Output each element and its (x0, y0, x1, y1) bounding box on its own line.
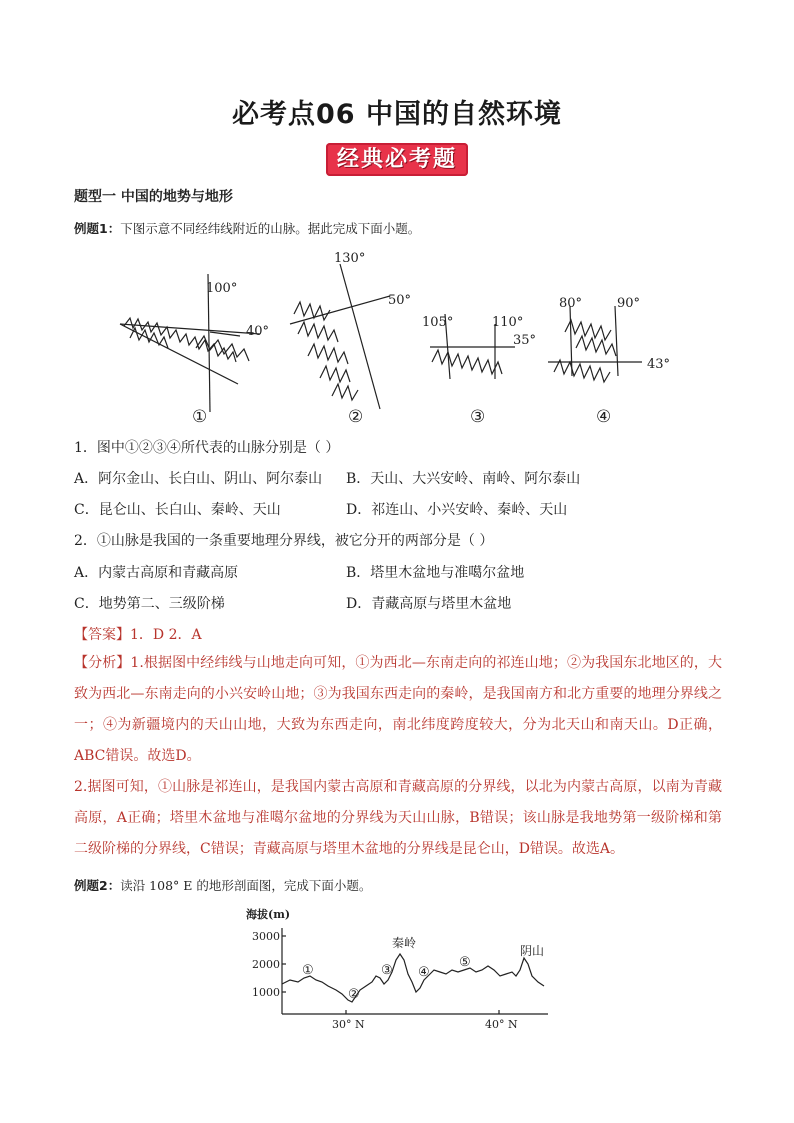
profile-marker-2: ② (348, 987, 360, 1002)
m2-lon: 130° (334, 251, 366, 266)
section-heading: 题型一 中国的地势与地形 (74, 189, 233, 205)
profile-ytick-2000: 2000 (252, 958, 280, 971)
profile-ytick-1000: 1000 (252, 986, 280, 999)
q2-option-d: D．青藏高原与塔里木盆地 (346, 596, 512, 612)
profile-marker-3: ③ (381, 963, 393, 978)
q1-option-a: A．阿尔金山、长白山、阴山、阿尔泰山 (74, 471, 323, 487)
profile-terrain-line (282, 954, 544, 1002)
m4-number: ④ (596, 407, 612, 427)
classic-question-badge (326, 143, 468, 176)
m3-lat: 35° (513, 333, 537, 348)
m4-lat: 43° (647, 357, 670, 372)
q1-option-d: D．祁连山、小兴安岭、秦岭、天山 (346, 502, 568, 518)
q2-option-b: B．塔里木盆地与准噶尔盆地 (346, 565, 525, 581)
profile-xtick-30n: 30° N (332, 1018, 365, 1031)
m1-lat: 40° (246, 324, 270, 339)
q2-option-c: C．地势第二、三级阶梯 (74, 596, 225, 612)
example1-label: 例题1： (74, 221, 121, 236)
mountain-range-4 (548, 306, 642, 382)
mountain-range-2 (290, 264, 390, 409)
m3-lon2: 110° (492, 315, 524, 330)
m4-lon1: 80° (559, 296, 583, 311)
m4-lon2: 90° (617, 296, 641, 311)
example1-text: 下图示意不同经纬线附近的山脉。据此完成下面小题。 (120, 221, 421, 236)
terrain-profile-figure (240, 900, 560, 1035)
profile-marker-4: ④ (418, 965, 430, 980)
profile-xtick-40n: 40° N (485, 1018, 518, 1031)
profile-ylabel: 海拔(m) (246, 908, 291, 921)
analysis-paragraph-2: 2.据图可知，①山脉是祁连山，是我国内蒙古高原和青藏高原的分界线，以北为内蒙古高原，以南为青藏高原，A正确；塔里木盆地与准噶尔盆地的分界线为天山山脉，B错误；该山脉是我地势第一级阶梯和第二级阶梯的分界线，C错误；青藏高原与塔里木盆地的分界线是昆仑山，D错误。故选A。 (74, 779, 722, 857)
profile-peak-qinling: 秦岭 (392, 936, 417, 950)
m1-lon: 100° (206, 281, 238, 296)
m2-number: ② (348, 407, 364, 427)
q2-stem: 2．①山脉是我国的一条重要地理分界线，被它分开的两部分是（ ） (74, 533, 494, 549)
answer-line: 【答案】1．D 2．A (74, 627, 202, 643)
profile-marker-5: ⑤ (459, 955, 471, 970)
m3-number: ③ (470, 407, 486, 427)
mountain-ranges-figure (110, 244, 670, 429)
page-title: 必考点06 中国的自然环境 (232, 99, 562, 130)
analysis-paragraph-1: 【分析】1.根据图中经纬线与山地走向可知，①为西北—东南走向的祁连山地；②为我国东北地区的，大致为西北—东南走向的小兴安岭山地；③为我国东西走向的秦岭，是我国南方和北方重要的地理分界线之一；④为新疆境内的天山山地，大致为东西走向，南北纬度跨度较大，分为北天山和南天山。D正确，ABC错误。故选D。 (74, 655, 722, 764)
q1-stem: 1．图中①②③④所代表的山脉分别是（ ） (74, 440, 340, 456)
example2-label: 例题2： (74, 878, 121, 893)
example1-intro (74, 219, 420, 237)
profile-peak-yinshan: 阴山 (520, 944, 545, 958)
example2-text: 读沿 108° E 的地形剖面图，完成下面小题。 (120, 878, 372, 893)
q2-option-a: A．内蒙古高原和青藏高原 (74, 565, 239, 581)
mountain-range-1 (120, 274, 260, 412)
profile-marker-1: ① (302, 963, 314, 978)
badge-label: 经典必考题 (336, 147, 457, 172)
m2-lat: 50° (388, 293, 412, 308)
q1-option-c: C．昆仑山、长白山、秦岭、天山 (74, 502, 281, 518)
q1-option-b: B．天山、大兴安岭、南岭、阿尔泰山 (346, 471, 581, 487)
profile-ytick-3000: 3000 (252, 930, 280, 943)
m3-lon1: 105° (422, 315, 454, 330)
m1-number: ① (192, 407, 208, 427)
example2-intro (74, 876, 371, 894)
